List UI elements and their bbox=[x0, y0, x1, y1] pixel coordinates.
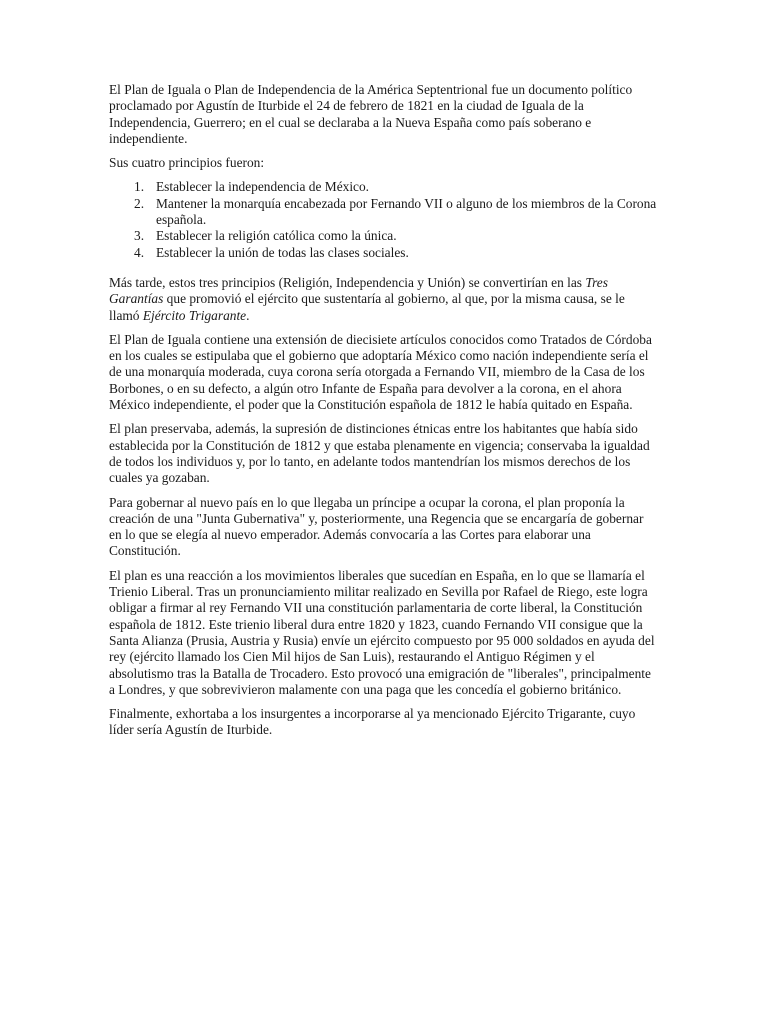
list-item bbox=[109, 179, 657, 195]
list-text: Establecer la independencia de México. bbox=[156, 179, 370, 195]
list-text: Establecer la religión católica como la única. bbox=[156, 228, 397, 244]
garantias-text-2: que promovió el ejército que sustentaría al gobierno, al que, por la misma causa, se le llamó bbox=[109, 291, 625, 323]
principles-heading: Sus cuatro principios fueron: bbox=[109, 155, 265, 171]
ejercito-trigarante-term: Ejército Trigarante bbox=[142, 307, 247, 323]
trienio-paragraph: El plan es una reacción a los movimientos liberales que sucedían en España, en lo que se llamaría el Trienio Liberal. Tras un pronunciamiento militar realizado en Sevilla por Rafael de Riego, este logra obligar a firmar al rey Fernando VII una constitución parlamentaria de corte liberal, la Constitución española de 1812. Este trienio liberal dura entre 1820 y 1823, cuando Fernando VII consigue que la Santa Alianza (Prusia, Austria y Rusia) envíe un ejército compuesto por 95 000 soldados en ayuda del rey (ejército llamado los Cien Mil hijos de San Luis), restaurando el Antiguo Régimen y el absolutismo tras la Batalla de Trocadero. Esto provocó una emigración de "liberales", principalmente a Londres, y que sobrevivieron malamente con una paga que les concedía el gobierno británico. bbox=[109, 567, 655, 697]
list-number: 1. bbox=[134, 179, 145, 195]
list-item bbox=[109, 228, 657, 244]
gobierno-paragraph: Para gobernar al nuevo país en lo que llegaba un príncipe a ocupar la corona, el plan proponía la creación de una "Junta Gubernativa" y, posteriormente, una Regencia que se encargaría de gobernar en lo que se elegía al nuevo emperador. Además convocaría a las Cortes para elaborar una Constitución. bbox=[109, 494, 644, 559]
principles-list bbox=[109, 179, 657, 260]
list-text: Mantener la monarquía encabezada por Fernando VII o alguno de los miembros de la Corona española. bbox=[156, 195, 657, 228]
conclusion-paragraph: Finalmente, exhortaba a los insurgentes a incorporarse al ya mencionado Ejército Trigarante, cuyo líder sería Agustín de Iturbide. bbox=[109, 706, 636, 738]
tres-garantias-term: Tres Garantías bbox=[109, 274, 608, 307]
list-item bbox=[109, 196, 657, 229]
list-number: 2. bbox=[134, 195, 145, 211]
list-item bbox=[109, 245, 657, 261]
garantias-text-1: Más tarde, estos tres principios (Religión, Independencia y Unión) se convertirían en las bbox=[109, 274, 586, 290]
garantias-text-3: . bbox=[246, 307, 250, 323]
list-text: Establecer la unión de todas las clases sociales. bbox=[156, 244, 409, 260]
tratados-paragraph: El Plan de Iguala contiene una extensión de diecisiete artículos conocidos como Tratados de Córdoba en los cuales se estipulaba que el gobierno que adoptaría México como nación independiente sería el de una monarquía moderada, cuya corona sería otorgada a Fernando VII, miembro de la Casa de los Borbones, o en su defecto, a algún otro Infante de España para devolver a la corona, en el ahora México independiente, el poder que la Constitución española de 1812 le había quitado en España. bbox=[109, 331, 652, 413]
document-page bbox=[109, 82, 657, 747]
intro-paragraph: El Plan de Iguala o Plan de Independencia de la América Septentrional fue un documento político proclamado por Agustín de Iturbide el 24 de febrero de 1821 en la ciudad de Iguala de la Independencia, Guerrero; en el cual se declaraba a la Nueva España como país soberano e independiente. bbox=[109, 82, 633, 146]
garantias-paragraph bbox=[109, 275, 657, 324]
list-number: 4. bbox=[134, 244, 145, 260]
list-number: 3. bbox=[134, 228, 145, 244]
igualdad-paragraph: El plan preservaba, además, la supresión de distinciones étnicas entre los habitantes que había sido establecida por la Constitución de 1812 y que estaba plenamente en vigencia; conservaba la igualdad de todos los individuos y, por lo tanto, en adelante todos mantendrían los mismos derechos de los cuales ya gozaban. bbox=[109, 421, 650, 486]
